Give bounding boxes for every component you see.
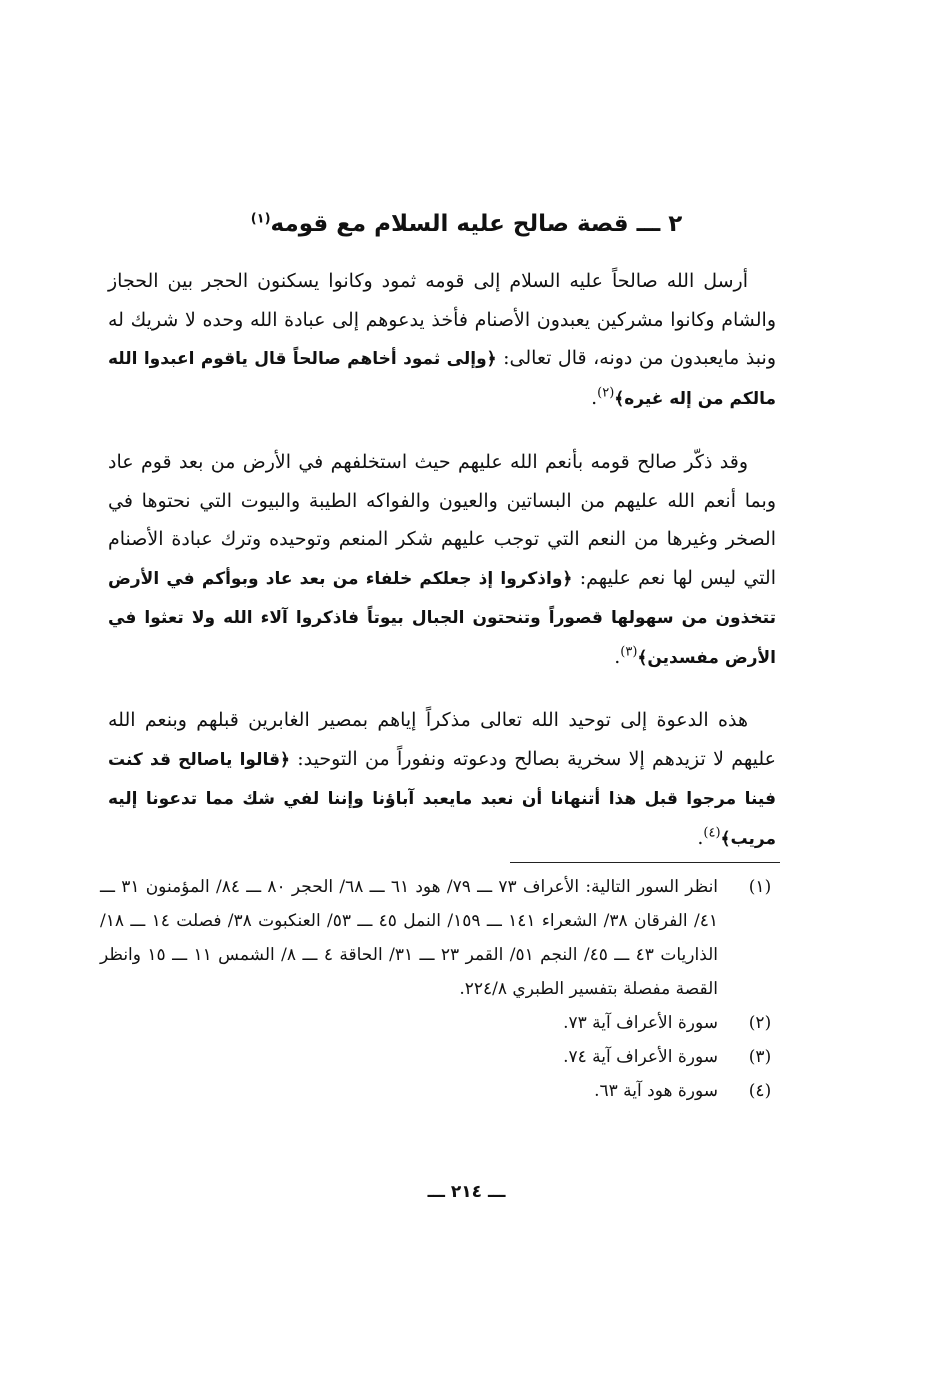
section-dash: ـــ <box>636 211 661 237</box>
footnote-ref-4: (٤) <box>703 825 721 841</box>
footnote-3 <box>100 1040 790 1074</box>
paragraph-1-text: أرسل الله صالحاً عليه السلام إلى قومه ثمود وكانوا يسكنون الحجر بين الحجاز والشام وكانوا مشركين يعبدون الأصنام فأخذ يدعوهم إلى عبادة الله وحده لا شريك له ونبذ مايعبدون من دونه، قال تعالى: <box>108 270 776 369</box>
footnote-ref-3: (٣) <box>620 644 638 660</box>
footnote-number: (١) <box>748 877 772 897</box>
section-title: قصة صالح عليه السلام مع قومه <box>270 211 629 237</box>
paragraph-1 <box>108 262 776 418</box>
paragraph-3-text: هذه الدعوة إلى توحيد الله تعالى مذكراً إياهم بمصير الغابرين قبلهم وبنعم الله عليهم لا تزيدهم إلا سخرية بصالح ودعوته ونفوراً من التوحيد: <box>108 709 776 770</box>
footnote-text: سورة هود آية ٦٣. <box>594 1081 718 1101</box>
footnotes <box>100 870 790 1108</box>
quran-quote-1: ﴿وإلى ثمود أخاهم صالحاً قال ياقوم اعبدوا الله مالكم من إله غيره﴾ <box>108 349 776 409</box>
footnote-1 <box>100 870 790 1006</box>
section-heading <box>0 204 933 244</box>
footnote-ref-2: (٢) <box>597 385 615 401</box>
footnote-separator <box>510 862 780 863</box>
section-number: ٢ <box>668 211 683 237</box>
paragraph-2-end: . <box>614 645 621 668</box>
footnote-number: (٤) <box>748 1081 772 1101</box>
footnote-number: (٢) <box>748 1013 772 1033</box>
footnote-ref-1: (١) <box>250 211 271 227</box>
footnote-text: سورة الأعراف آية ٧٤. <box>563 1047 718 1067</box>
paragraph-2-text: وقد ذكّر صالح قومه بأنعم الله عليهم حيث استخلفهم في الأرض من بعد قوم عاد وبما أنعم الله عليهم من البساتين والعيون والفواكه الطيبة والبيوت التي نحتوها في الصخر وغيرها من النعم التي توجب عليهم شكر المنعم وتوحيده وترك عبادة الأصنام التي ليس لها نعم عليهم: <box>108 451 776 589</box>
footnote-4 <box>100 1074 790 1108</box>
footnote-2 <box>100 1006 790 1040</box>
footnote-text: سورة الأعراف آية ٧٣. <box>563 1013 718 1033</box>
paragraph-1-end: . <box>591 386 598 409</box>
footnote-number: (٣) <box>748 1047 772 1067</box>
paragraph-3 <box>108 701 776 858</box>
footnote-text: انظر السور التالية: الأعراف ٧٣ ـــ ٧٩/ هود ٦١ ـــ ٦٨/ الحجر ٨٠ ـــ ٨٤/ المؤمنون ٣١ ـــ ٤١/ الفرقان ٣٨/ الشعراء ١٤١ ـــ ١٥٩/ النمل ٤٥ ـــ ٥٣/ العنكبوت ٣٨/ فصلت ١٤ ـــ ١٨/ الذاريات ٤٣ ـــ ٤٥/ النجم ٥١/ القمر ٢٣ ـــ ٣١/ الحاقة ٤ ـــ ٨/ الشمس ١١ ـــ ١٥ وانظر القصة مفصلة بتفسير الطبري ٢٢٤/٨. <box>100 877 719 999</box>
quran-quote-3: ﴿قالوا ياصالح قد كنت فينا مرجوا قبل هذا أتنهانا أن نعبد مايعبد آباؤنا وإننا لفي شك مما تدعونا إليه مريب﴾ <box>108 749 776 849</box>
paragraph-3-end: . <box>697 826 704 849</box>
paragraph-2 <box>108 443 776 677</box>
quran-quote-2: ﴿واذكروا إذ جعلكم خلفاء من بعد عاد وبوأكم في الأرض تتخذون من سهولها قصوراً وتنحتون الجبال بيوتاً فاذكروا آلاء الله ولا تعثوا في الأرض مفسدين﴾ <box>108 568 776 668</box>
page-number: ـــ ٢١٤ ـــ <box>427 1182 506 1202</box>
